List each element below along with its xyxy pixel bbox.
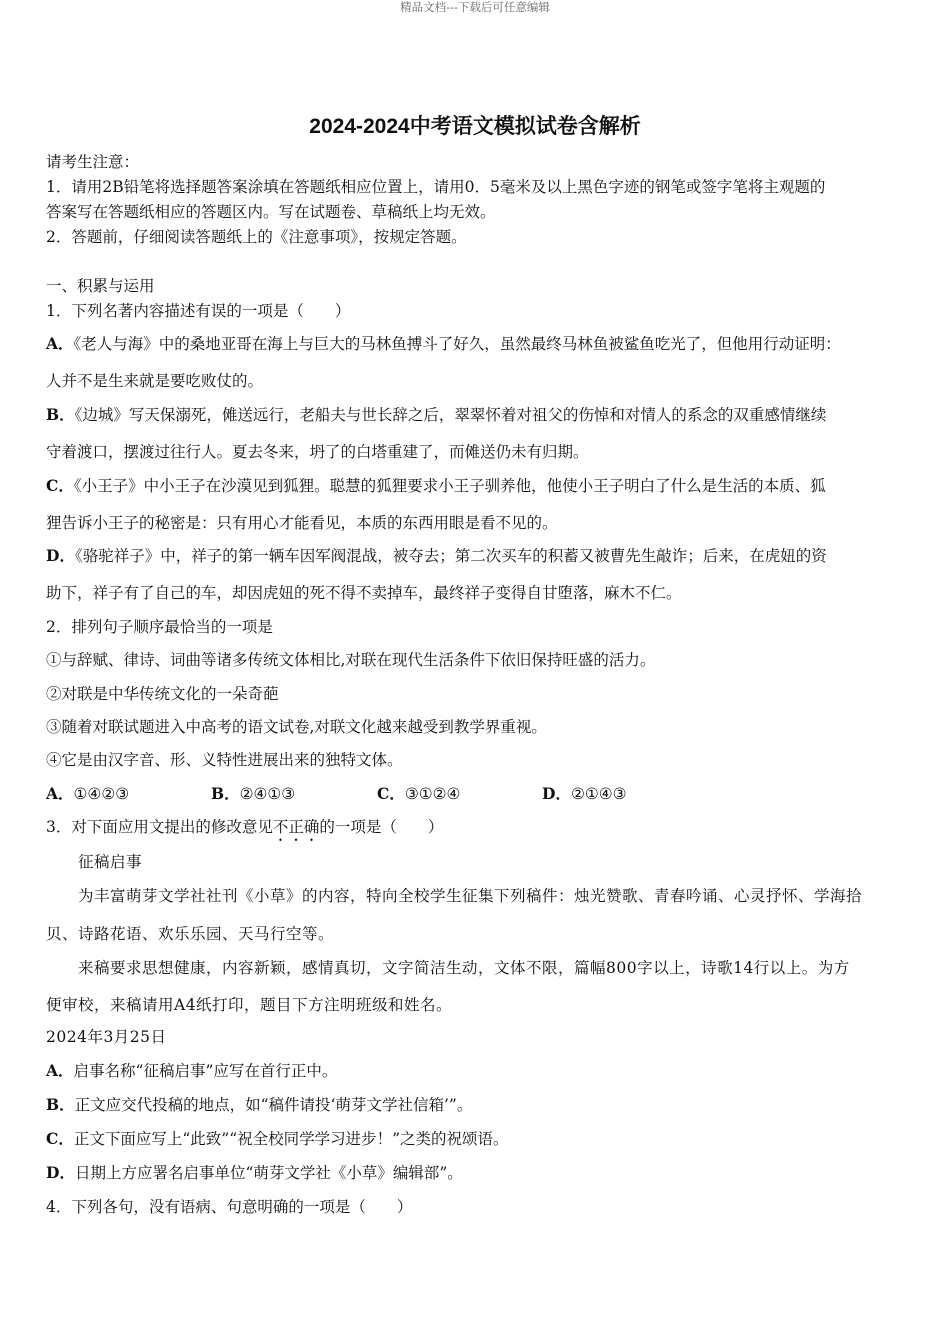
q1-option-a-line-1 [46, 334, 841, 354]
q2-option-d-label: D． [542, 784, 571, 803]
q2-option-a [46, 784, 211, 804]
q2-option-b-label: B． [211, 784, 240, 803]
q3-option-c [46, 1129, 509, 1149]
q1-option-d-text: 《骆驼祥子》中，祥子的第一辆车因军阀混战，被夺去；第二次买车的积蓄又被曹先生敲诈；后来，在虎妞的资 [74, 547, 827, 565]
q1-option-b-line-1 [46, 405, 826, 425]
notice-item-1-line-2: 答案写在答题纸相应的答题区内。写在试题卷、草稿纸上均无效。 [46, 203, 496, 221]
q3-stem [46, 817, 443, 845]
q1-option-a-label: A． [46, 334, 74, 353]
q3-notice-body-1-line-1: 为丰富萌芽文学社社刊《小草》的内容，特向全校学生征集下列稿件：烛光赞歌、青春吟诵、心灵抒怀、学海拾 [78, 887, 863, 905]
q3-option-d-label: D． [46, 1163, 75, 1182]
q2-sentence-3: ③随着对联试题进入中高考的语文试卷,对联文化越来越受到教学界重视。 [46, 718, 547, 736]
q3-option-a [46, 1061, 337, 1081]
q1-option-a-text: 《老人与海》中的桑地亚哥在海上与巨大的马林鱼搏斗了好久，虽然最终马林鱼被鲨鱼吃光了，但他用行动证明： [73, 335, 841, 353]
q3-notice-title: 征稿启事 [78, 853, 143, 871]
q2-sentence-1: ①与辞赋、律诗、词曲等诸多传统文体相比,对联在现代生活条件下依旧保持旺盛的活力。 [46, 651, 656, 669]
q1-option-d-label: D． [46, 546, 75, 565]
q1-option-a-line-2: 人并不是生来就是要吃败仗的。 [46, 372, 264, 390]
q3-option-b [46, 1095, 472, 1115]
notice-item-2: 2．答题前，仔细阅读答题纸上的《注意事项》，按规定答题。 [46, 228, 467, 246]
q3-notice-body-2-line-1: 来稿要求思想健康，内容新颖，感情真切，文字简洁生动，文体不限，篇幅800字以上，诗歌14行以上。为方 [78, 959, 850, 977]
q3-stem-prefix: 3．对下面应用文提出的修改意见 [46, 818, 273, 836]
page-title: 2024-2024中考语文模拟试卷含解析 [309, 115, 641, 138]
q2-stem: 2．排列句子顺序最恰当的一项是 [46, 618, 273, 636]
notice-heading: 请考生注意： [46, 153, 140, 171]
section-heading: 一、积累与运用 [46, 277, 155, 295]
q3-notice-body-2-line-2: 便审校，来稿请用A4纸打印，题目下方注明班级和姓名。 [46, 996, 453, 1014]
q3-notice-date: 2024年3月25日 [46, 1028, 167, 1046]
q1-stem: 1．下列名著内容描述有误的一项是（ ） [46, 302, 351, 320]
q2-option-b [211, 784, 377, 804]
q2-option-a-label: A． [46, 784, 74, 803]
q2-sentence-2: ②对联是中华传统文化的一朵奇葩 [46, 685, 279, 703]
q1-option-c-text: 《小王子》中小王子在沙漠见到狐狸。聪慧的狐狸要求小王子驯养他，他使小王子明白了什么是生活的本质、狐 [73, 477, 826, 495]
q3-stem-suffix: 的一项是（ ） [319, 818, 444, 836]
q3-option-a-text: 启事名称“征稿启事”应写在首行正中。 [73, 1062, 338, 1080]
q1-option-d-line-2: 助下，祥子有了自己的车，却因虎妞的死不得不卖掉车，最终祥子变得自甘堕落，麻木不仁。 [46, 584, 682, 602]
q2-option-a-text: ①④②③ [73, 785, 130, 803]
q1-option-b-line-2: 守着渡口，摆渡过往行人。夏去冬来，坍了的白塔重建了，而傩送仍未有归期。 [46, 443, 589, 461]
q1-option-c-label: C． [46, 476, 74, 495]
q2-sentence-4: ④它是由汉字音、形、义特性进展出来的独特文体。 [46, 751, 403, 769]
q3-option-c-label: C． [46, 1129, 74, 1148]
q3-option-b-label: B． [46, 1095, 75, 1114]
page-header: 精品文档---下载后可任意编辑 [400, 0, 550, 14]
q3-option-d-text: 日期上方应署名启事单位“萌芽文学社《小草》编辑部”。 [74, 1164, 463, 1182]
q1-option-b-text: 《边城》写天保溺死，傩送远行，老船夫与世长辞之后，翠翠怀着对祖父的伤悼和对情人的系念的双重感情继续 [74, 406, 827, 424]
q3-notice-body-1-line-2: 贝、诗路花语、欢乐乐园、天马行空等。 [46, 925, 335, 943]
q2-option-b-text: ②④①③ [239, 785, 296, 803]
q1-option-d-line-1 [46, 546, 827, 566]
q2-options [46, 784, 627, 804]
q2-option-c-text: ③①②④ [404, 785, 461, 803]
notice-item-1-line-1: 1．请用2B铅笔将选择题答案涂填在答题纸相应位置上，请用0．5毫米及以上黑色字迹的钢笔或签字笔将主观题的 [46, 178, 826, 196]
q1-option-c-line-1 [46, 476, 826, 496]
q3-option-b-text: 正文应交代投稿的地点，如“稿件请投‘萌芽文学社信箱’”。 [74, 1096, 473, 1114]
q3-option-d [46, 1163, 463, 1183]
q1-option-b-label: B． [46, 405, 75, 424]
q3-option-c-text: 正文下面应写上“此致”“祝全校同学学习进步！”之类的祝颂语。 [73, 1130, 509, 1148]
q2-option-c-label: C． [377, 784, 405, 803]
q3-option-a-label: A． [46, 1061, 74, 1080]
q3-stem-emphasis: 不正确 [272, 818, 320, 836]
q4-stem: 4．下列各句，没有语病、句意明确的一项是（ ） [46, 1198, 413, 1216]
q2-option-c [377, 784, 542, 804]
q1-option-c-line-2: 狸告诉小王子的秘密是：只有用心才能看见，本质的东西用眼是看不见的。 [46, 514, 558, 532]
q2-option-d [542, 784, 627, 804]
q2-option-d-text: ②①④③ [570, 785, 627, 803]
